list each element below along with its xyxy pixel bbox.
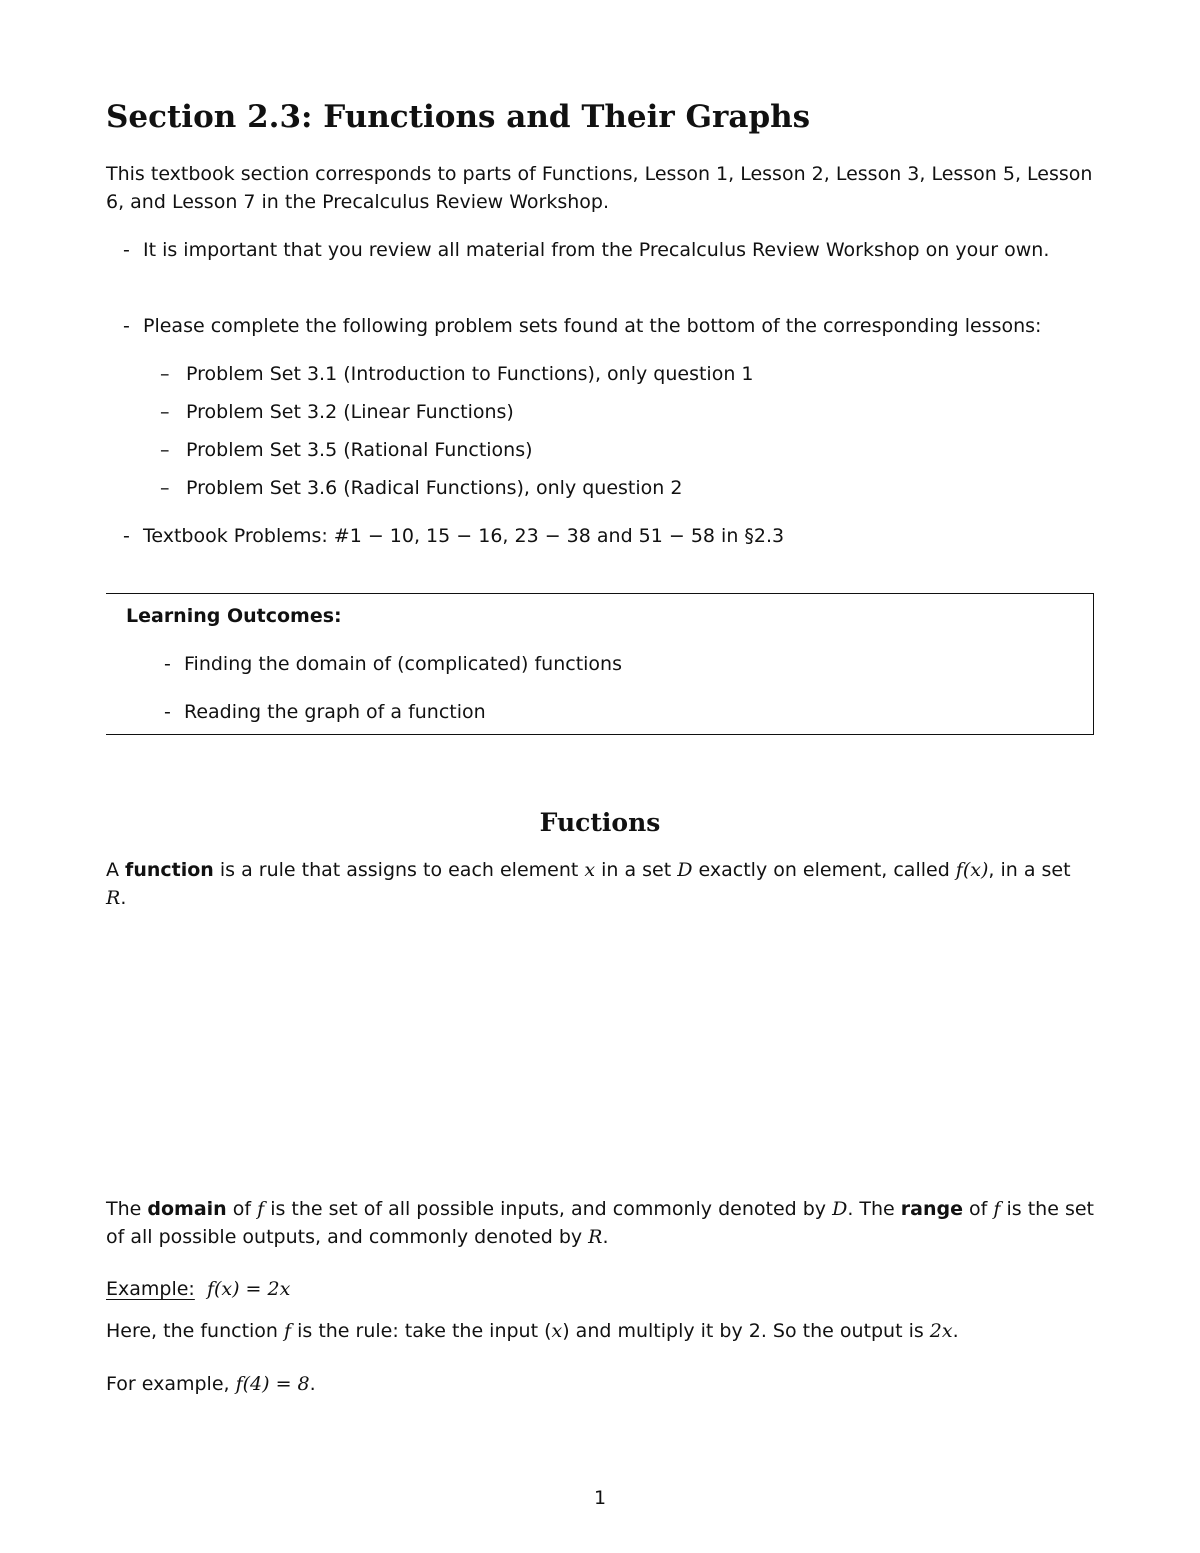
function-definition: A function is a rule that assigns to each element x in a set D exactly on element, called f(x), in a set R.	[106, 859, 1071, 909]
sub-dash: –	[160, 401, 170, 423]
bullet-text: It is important that you review all material from the Precalculus Review Workshop on your own.	[143, 239, 1050, 261]
bullet-dash: -	[164, 653, 171, 675]
problem-set-item	[160, 474, 683, 502]
problem-set-text: Problem Set 3.5 (Rational Functions)	[186, 439, 533, 461]
example-line	[106, 1275, 1094, 1303]
page-number: 1	[593, 1487, 607, 1509]
sub-dash: –	[160, 477, 170, 499]
list-item	[123, 522, 1094, 550]
outcome-text: Reading the graph of a function	[184, 701, 486, 723]
bullet-dash: -	[123, 315, 130, 337]
term-function: function	[125, 859, 214, 881]
list-item	[123, 236, 1094, 264]
sub-dash: –	[160, 439, 170, 461]
outcome-item	[164, 698, 486, 726]
problem-set-text: Problem Set 3.6 (Radical Functions), only question 2	[186, 477, 683, 499]
bullet-dash: -	[123, 239, 130, 261]
term-domain: domain	[147, 1198, 227, 1220]
problem-set-item	[160, 436, 533, 464]
bullet-text: Please complete the following problem sets found at the bottom of the corresponding lessons:	[143, 315, 1042, 337]
sub-dash: –	[160, 363, 170, 385]
problem-set-text: Problem Set 3.1 (Introduction to Functions), only question 1	[186, 363, 754, 385]
evaluation-example: For example, f(4) = 8.	[106, 1373, 316, 1395]
bullet-dash: -	[123, 525, 130, 547]
problem-set-text: Problem Set 3.2 (Linear Functions)	[186, 401, 514, 423]
example-label: Example:	[106, 1278, 195, 1300]
bullet-dash: -	[164, 701, 171, 723]
example-formula: f(x) = 2x	[206, 1278, 291, 1300]
list-item	[123, 312, 1094, 340]
section-title: Section 2.3: Functions and Their Graphs	[106, 99, 811, 135]
outcome-text: Finding the domain of (complicated) functions	[184, 653, 622, 675]
document-page	[106, 0, 1094, 1553]
learning-outcomes-title: Learning Outcomes:	[126, 605, 342, 627]
intro-paragraph: This textbook section corresponds to parts of Functions, Lesson 1, Lesson 2, Lesson 3, Lesson 5, Lesson 6, and Lesson 7 in the Precalculus Review Workshop.	[106, 163, 1093, 213]
example-explanation: Here, the function f is the rule: take the input (x) and multiply it by 2. So the output is 2x.	[106, 1320, 959, 1342]
term-range: range	[900, 1198, 964, 1220]
problem-set-item	[160, 398, 514, 426]
functions-heading: Fuctions	[539, 808, 661, 837]
problem-set-item	[160, 360, 754, 388]
domain-range-definition: The domain of f is the set of all possible inputs, and commonly denoted by D. The range of f is the set of all possible outputs, and commonly denoted by R.	[106, 1198, 1094, 1248]
learning-outcomes-box	[106, 593, 1094, 735]
outcome-item	[164, 650, 622, 678]
bullet-text: Textbook Problems: #1 − 10, 15 − 16, 23 − 38 and 51 − 58 in §2.3	[143, 525, 785, 547]
